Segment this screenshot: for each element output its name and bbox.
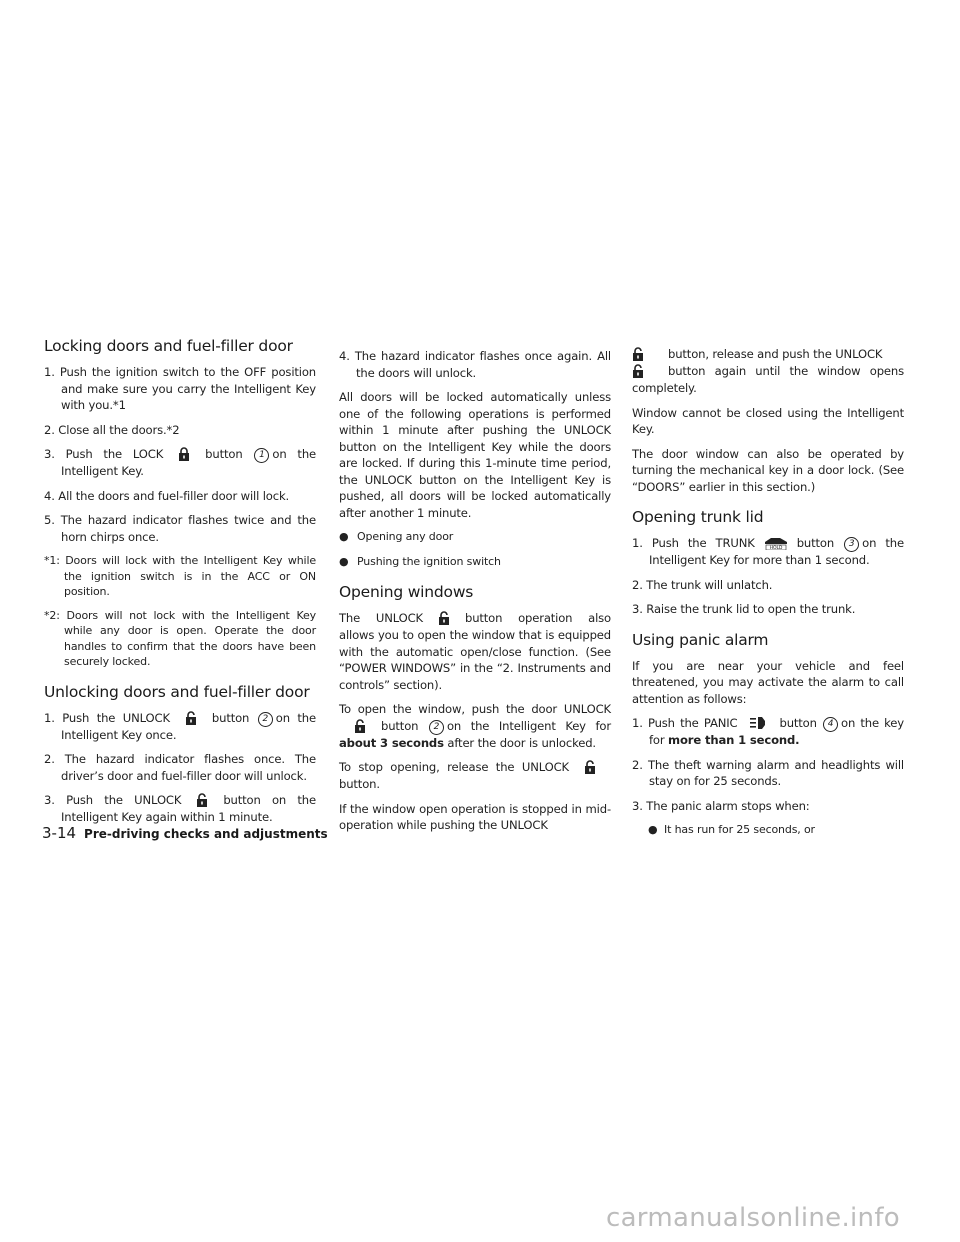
panic-step-1: 1. Push the PANIC button 4 on the key for more than 1 second.: [632, 716, 904, 747]
trunk-step-3: 3. Raise the trunk lid to open the trunk.: [632, 602, 856, 616]
panic-icon: [737, 716, 779, 732]
section-title: Pre-driving checks and adjustments: [84, 827, 328, 841]
panic-step-3: 3. The panic alarm stops when:: [632, 798, 810, 813]
watermark: carmanualsonline.info: [605, 1203, 900, 1233]
unlock-icon: [569, 760, 611, 776]
column-2: [339, 336, 611, 842]
windows-continued: button, release and push the UNLOCK button again until the window opens completely.: [632, 347, 904, 395]
heading-windows: Opening windows: [339, 583, 474, 601]
unlock-icon: [170, 711, 212, 727]
lock-icon: [163, 447, 205, 463]
page-footer: [42, 824, 328, 842]
callout-2: 2: [258, 712, 273, 727]
unlock-step-4: 4. The hazard indicator flashes once again. All the doors will unlock.: [339, 349, 611, 380]
page-number: 3-14: [42, 824, 77, 842]
heading-trunk: Opening trunk lid: [632, 508, 764, 526]
svg-text:HOLD: HOLD: [769, 546, 783, 550]
column-3: [632, 336, 904, 847]
callout-4: 4: [823, 717, 838, 732]
footnote-1: *1: Doors will lock with the Intelligent Key while the ignition switch is in the ACC or ON position.: [44, 554, 316, 598]
bullet-item: ● Opening any door: [339, 529, 611, 546]
panic-step-2: 2. The theft warning alarm and headlights will stay on for 25 seconds.: [632, 757, 904, 788]
unlock-icon: [339, 719, 381, 735]
bullet-icon: ●: [339, 530, 349, 543]
windows-mechanical-key: The door window can also be operated by turning the mechanical key in a door lock. (See “DOORS” earlier in this section.): [632, 446, 904, 494]
unlock-step-1: 1. Push the UNLOCK button 2 on the Intelligent Key once.: [44, 710, 316, 742]
windows-paragraph-3: To stop opening, release the UNLOCK button.: [339, 759, 611, 793]
callout-3: 3: [844, 537, 859, 552]
footnote-2: *2: Doors will not lock with the Intelligent Key while any door is open. Operate the door handles to confirm that the doors have been securely locked.: [44, 608, 316, 668]
unlock-step-2: 2. The hazard indicator flashes once. The driver’s door and fuel-filler door will unlock.: [44, 752, 316, 783]
unlock-icon: [423, 611, 465, 627]
auto-lock-paragraph: All doors will be locked automatically unless one of the following operations is performed within 1 minute after pushing the UNLOCK button on the Intelligent Key while the doors are locked. If during this 1-minute time period, the UNLOCK button on the Intelligent Key is pushed, all doors will be locked automatically after another 1 minute.: [339, 390, 611, 520]
windows-paragraph-1: The UNLOCK button operation also allows you to open the window that is equipped with the automatic open/close function. (See “POWER WINDOWS” in the “2. Instruments and controls” section).: [339, 611, 611, 692]
lock-step-2: 2. Close all the doors.*2: [44, 422, 180, 437]
windows-paragraph-4: If the window open operation is stopped in mid-operation while pushing the UNLOCK: [339, 801, 611, 832]
callout-1: 1: [254, 448, 269, 463]
bullet-item: ● It has run for 25 seconds, or: [632, 822, 904, 839]
windows-cannot-close: Window cannot be closed using the Intelligent Key.: [632, 405, 904, 436]
unlock-icon: [632, 347, 668, 363]
unlock-icon: [181, 793, 223, 809]
lock-step-1: 1. Push the ignition switch to the OFF position and make sure you carry the Intelligent Key with you.*1: [44, 365, 316, 412]
bullet-item: ● Pushing the ignition switch: [339, 554, 611, 571]
heading-panic: Using panic alarm: [632, 630, 769, 649]
bullet-icon: ●: [339, 554, 349, 568]
heading-unlocking: Unlocking doors and fuel-filler door: [44, 682, 310, 701]
lock-step-5: 5. The hazard indicator flashes twice and the horn chirps once.: [44, 513, 316, 544]
trunk-step-2: 2. The trunk will unlatch.: [632, 577, 773, 592]
callout-2: 2: [429, 720, 444, 735]
trunk-icon: [755, 535, 797, 551]
panic-intro: If you are near your vehicle and feel threatened, you may activate the alarm to call attention as follows:: [632, 658, 904, 706]
windows-paragraph-2: To open the window, push the door UNLOCKbutton 2 on the Intelligent Key for about 3 seconds after the door is unlocked.: [339, 702, 611, 750]
lock-step-4: 4. All the doors and fuel-filler door will lock.: [44, 488, 290, 503]
trunk-step-1: 1. Push the TRUNK HOLD button 3 on the Intelligent Key for more than 1 second.: [632, 536, 904, 567]
heading-locking: Locking doors and fuel-filler door: [44, 337, 293, 355]
column-1: [44, 336, 316, 834]
unlock-step-3: 3. Push the UNLOCK button on the Intelligent Key again within 1 minute.: [44, 793, 316, 824]
bullet-icon: ●: [648, 823, 658, 836]
unlock-icon: [632, 364, 668, 380]
lock-step-3: 3. Push the LOCK button 1 on the Intelligent Key.: [44, 447, 317, 478]
